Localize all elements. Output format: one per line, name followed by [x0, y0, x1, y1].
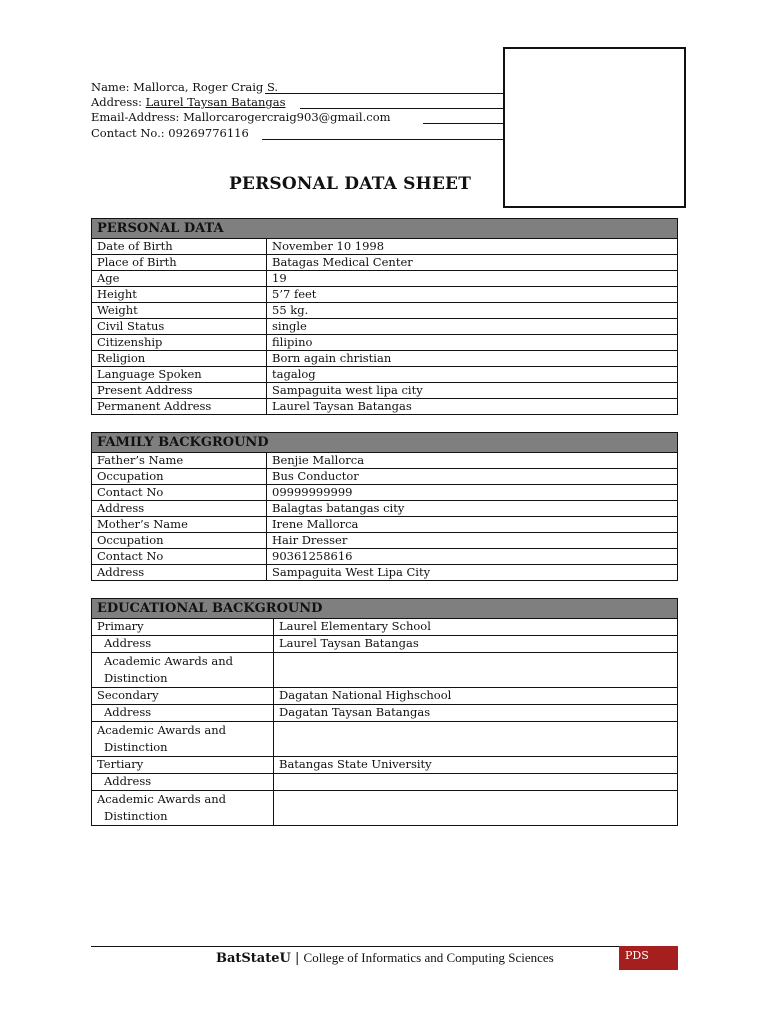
row-label-line2: Distinction — [104, 809, 168, 823]
row-label: Civil Status — [92, 319, 267, 335]
row-value: Laurel Elementary School — [274, 619, 678, 636]
row-label: Contact No — [92, 485, 267, 501]
footer-college: College of Informatics and Computing Sciences — [303, 950, 554, 965]
row-value: November 10 1998 — [267, 239, 678, 255]
row-value: Laurel Taysan Batangas — [267, 399, 678, 415]
name-line — [91, 80, 278, 95]
table-row — [92, 619, 678, 636]
name-label: Name: — [91, 80, 130, 94]
table-row — [92, 653, 678, 688]
table-row — [92, 565, 678, 581]
row-value: Sampaguita west lipa city — [267, 383, 678, 399]
table-row — [92, 757, 678, 774]
row-label: Weight — [92, 303, 267, 319]
address-value: Laurel Taysan Batangas — [145, 95, 286, 109]
row-label: Father’s Name — [92, 453, 267, 469]
personal-data-heading: PERSONAL DATA — [92, 219, 678, 239]
contact-label: Contact No.: — [91, 126, 165, 140]
row-value: Laurel Taysan Batangas — [274, 636, 678, 653]
name-underline — [265, 93, 503, 94]
table-row — [92, 319, 678, 335]
footer-separator: | — [295, 951, 300, 966]
footer-rule — [91, 946, 619, 947]
row-label: Age — [92, 271, 267, 287]
footer-tag: PDS — [619, 946, 678, 970]
address-label: Address: — [91, 95, 143, 109]
row-label: Address — [92, 774, 274, 791]
footer-org: BatStateU — [216, 951, 291, 966]
row-label — [92, 791, 274, 826]
row-value: Irene Mallorca — [267, 517, 678, 533]
row-label: Present Address — [92, 383, 267, 399]
row-value: Balagtas batangas city — [267, 501, 678, 517]
table-row — [92, 287, 678, 303]
row-label: Religion — [92, 351, 267, 367]
row-label: Permanent Address — [92, 399, 267, 415]
table-row — [92, 533, 678, 549]
row-value: Bus Conductor — [267, 469, 678, 485]
table-row — [92, 271, 678, 287]
table-row — [92, 239, 678, 255]
table-row — [92, 367, 678, 383]
row-value: Dagatan National Highschool — [274, 688, 678, 705]
row-value: filipino — [267, 335, 678, 351]
family-background-table — [91, 432, 678, 581]
row-label: Address — [92, 565, 267, 581]
row-value — [274, 653, 678, 688]
row-label: Language Spoken — [92, 367, 267, 383]
address-underline — [300, 108, 503, 109]
table-row — [92, 399, 678, 415]
contact-underline — [262, 139, 503, 140]
row-label: Primary — [92, 619, 274, 636]
row-value: Hair Dresser — [267, 533, 678, 549]
row-label-line1: Academic Awards and — [97, 723, 226, 737]
table-row — [92, 722, 678, 757]
address-line — [91, 95, 285, 110]
row-label-line2: Distinction — [104, 671, 168, 685]
table-row — [92, 383, 678, 399]
row-value — [274, 774, 678, 791]
row-label — [92, 722, 274, 757]
email-value: Mallorcarogercraig903@gmail.com — [183, 110, 391, 124]
row-value: Born again christian — [267, 351, 678, 367]
personal-data-table — [91, 218, 678, 415]
row-value: 90361258616 — [267, 549, 678, 565]
row-label: Height — [92, 287, 267, 303]
table-row — [92, 303, 678, 319]
table-row — [92, 517, 678, 533]
page-title: PERSONAL DATA SHEET — [228, 174, 472, 194]
table-row — [92, 688, 678, 705]
footer — [216, 950, 554, 966]
table-row — [92, 705, 678, 722]
row-label: Date of Birth — [92, 239, 267, 255]
row-label-line1: Academic Awards and — [104, 654, 233, 668]
table-row — [92, 774, 678, 791]
table-row — [92, 791, 678, 826]
row-label: Address — [92, 501, 267, 517]
row-label-line2: Distinction — [104, 740, 168, 754]
row-value: Dagatan Taysan Batangas — [274, 705, 678, 722]
row-label: Mother’s Name — [92, 517, 267, 533]
row-value: Batangas State University — [274, 757, 678, 774]
row-value: 09999999999 — [267, 485, 678, 501]
educational-background-table — [91, 598, 678, 826]
table-row — [92, 549, 678, 565]
row-label — [92, 653, 274, 688]
row-label: Place of Birth — [92, 255, 267, 271]
table-row — [92, 501, 678, 517]
row-label-line1: Academic Awards and — [97, 792, 226, 806]
row-value: Sampaguita West Lipa City — [267, 565, 678, 581]
table-row — [92, 469, 678, 485]
family-background-heading: FAMILY BACKGROUND — [92, 433, 678, 453]
table-row — [92, 335, 678, 351]
email-underline — [423, 123, 503, 124]
contact-line — [91, 126, 249, 141]
row-label: Citizenship — [92, 335, 267, 351]
row-label: Occupation — [92, 533, 267, 549]
row-value: 5’7 feet — [267, 287, 678, 303]
row-value: tagalog — [267, 367, 678, 383]
table-row — [92, 453, 678, 469]
contact-value: 09269776116 — [168, 126, 249, 140]
row-value: Benjie Mallorca — [267, 453, 678, 469]
name-value: Mallorca, Roger Craig S. — [133, 80, 279, 94]
row-value: 19 — [267, 271, 678, 287]
row-label: Occupation — [92, 469, 267, 485]
row-value: 55 kg. — [267, 303, 678, 319]
row-label: Address — [92, 705, 274, 722]
row-label: Contact No — [92, 549, 267, 565]
row-label: Address — [92, 636, 274, 653]
row-label: Secondary — [92, 688, 274, 705]
table-row — [92, 636, 678, 653]
row-value — [274, 791, 678, 826]
email-label: Email-Address: — [91, 110, 180, 124]
table-row — [92, 255, 678, 271]
table-row — [92, 485, 678, 501]
email-line — [91, 110, 391, 125]
row-label: Tertiary — [92, 757, 274, 774]
row-value: single — [267, 319, 678, 335]
row-value — [274, 722, 678, 757]
educational-background-heading: EDUCATIONAL BACKGROUND — [92, 599, 678, 619]
row-value: Batagas Medical Center — [267, 255, 678, 271]
table-row — [92, 351, 678, 367]
